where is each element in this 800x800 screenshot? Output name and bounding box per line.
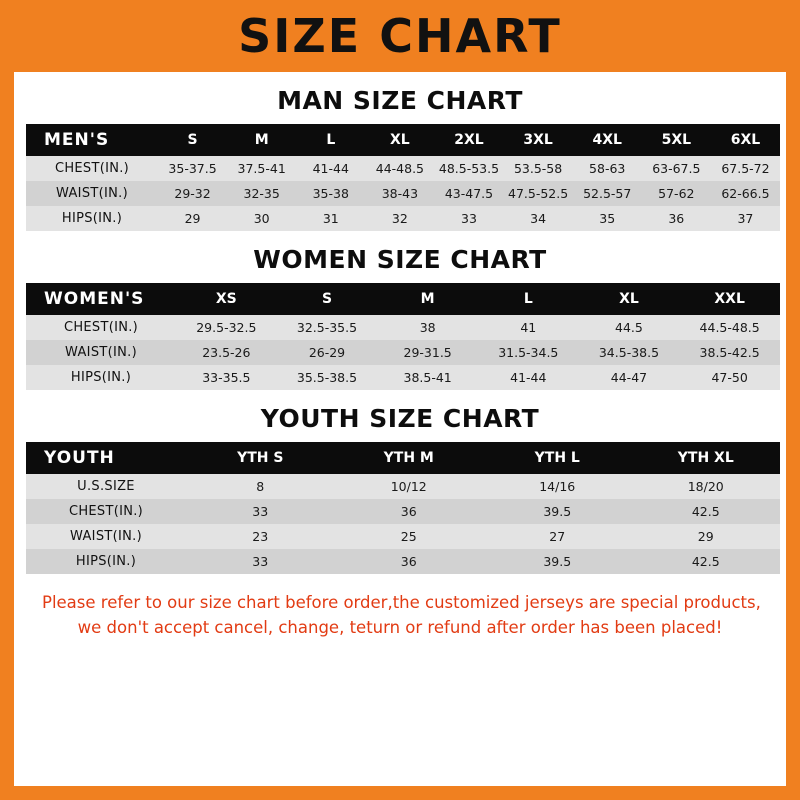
table-header-row bbox=[26, 283, 780, 315]
table-row bbox=[26, 549, 780, 574]
table-header-row bbox=[26, 124, 780, 156]
youth-size-chart-section bbox=[26, 404, 774, 574]
table-cell: 26-29 bbox=[308, 345, 346, 360]
table-cell: 67.5-72 bbox=[721, 161, 770, 176]
table-cell: 10/12 bbox=[390, 479, 427, 494]
page-title: SIZE CHART bbox=[238, 9, 562, 63]
table-cell: 14/16 bbox=[539, 479, 576, 494]
women-size-chart-title: WOMEN SIZE CHART bbox=[253, 245, 547, 274]
table-cell: 18/20 bbox=[687, 479, 724, 494]
table-cell: 44-48.5 bbox=[375, 161, 424, 176]
table-cell: 36 bbox=[400, 554, 417, 569]
column-header: MEN'S bbox=[44, 130, 110, 150]
column-header: S bbox=[321, 291, 333, 307]
table-cell: 29-31.5 bbox=[403, 345, 452, 360]
table-cell: 31.5-34.5 bbox=[498, 345, 559, 360]
table-cell: 57-62 bbox=[658, 186, 695, 201]
table-cell: 62-66.5 bbox=[721, 186, 770, 201]
table-cell: 38.5-42.5 bbox=[699, 345, 760, 360]
man-size-chart-section bbox=[26, 86, 774, 231]
women-size-table bbox=[26, 283, 780, 390]
table-cell: 37 bbox=[737, 211, 754, 226]
table-cell: 33 bbox=[252, 504, 269, 519]
table-cell: 27 bbox=[549, 529, 566, 544]
table-cell: 29.5-32.5 bbox=[196, 320, 257, 335]
table-row bbox=[26, 156, 780, 181]
table-cell: 35-38 bbox=[312, 186, 349, 201]
table-header-row bbox=[26, 442, 780, 474]
table-row bbox=[26, 315, 780, 340]
table-row bbox=[26, 474, 780, 499]
table-cell: 32.5-35.5 bbox=[296, 320, 358, 335]
footer-note-line-1: Please refer to our size chart before order,the customized jerseys are special products, bbox=[42, 593, 761, 612]
youth-size-table bbox=[26, 442, 780, 574]
table-cell: 52.5-57 bbox=[583, 186, 632, 201]
column-header: L bbox=[326, 132, 336, 148]
column-header: YTH S bbox=[237, 450, 284, 466]
table-cell: 32-35 bbox=[243, 186, 280, 201]
table-cell: 63-67.5 bbox=[652, 161, 701, 176]
table-cell: 29 bbox=[184, 211, 201, 226]
table-row bbox=[26, 365, 780, 390]
column-header: YTH L bbox=[534, 450, 580, 466]
table-cell: 38 bbox=[419, 320, 436, 335]
table-cell: 33 bbox=[252, 554, 269, 569]
table-row bbox=[26, 499, 780, 524]
page-banner bbox=[0, 0, 800, 72]
table-cell: 42.5 bbox=[691, 554, 720, 569]
table-cell: 33 bbox=[461, 211, 477, 226]
column-header: XL bbox=[619, 291, 639, 307]
table-cell: 23 bbox=[252, 529, 269, 544]
row-header: HIPS(IN.) bbox=[61, 211, 123, 226]
table-cell: 43-47.5 bbox=[444, 186, 494, 201]
table-cell: 47-50 bbox=[711, 370, 748, 385]
column-header: 3XL bbox=[523, 132, 553, 148]
row-header: WAIST(IN.) bbox=[70, 529, 142, 544]
table-cell: 44-47 bbox=[610, 370, 648, 385]
row-header: HIPS(IN.) bbox=[70, 370, 132, 385]
man-size-chart-title: MAN SIZE CHART bbox=[277, 86, 523, 115]
table-cell: 36 bbox=[400, 504, 417, 519]
table-cell: 42.5 bbox=[691, 504, 720, 519]
row-header: CHEST(IN.) bbox=[68, 504, 144, 519]
table-cell: 29 bbox=[697, 529, 714, 544]
column-header: XL bbox=[390, 132, 410, 148]
table-cell: 44.5-48.5 bbox=[699, 320, 760, 335]
table-cell: 29-32 bbox=[174, 186, 211, 201]
table-cell: 23.5-26 bbox=[202, 345, 251, 360]
table-cell: 47.5-52.5 bbox=[508, 186, 569, 201]
row-header: CHEST(IN.) bbox=[63, 320, 139, 335]
column-header: XXL bbox=[714, 291, 745, 307]
table-cell: 34.5-38.5 bbox=[598, 345, 660, 360]
column-header: L bbox=[523, 291, 533, 307]
table-cell: 36 bbox=[668, 211, 685, 226]
table-cell: 38.5-41 bbox=[403, 370, 452, 385]
table-cell: 41-44 bbox=[312, 161, 349, 176]
table-cell: 30 bbox=[253, 211, 270, 226]
table-cell: 34 bbox=[530, 211, 547, 226]
table-cell: 38-43 bbox=[381, 186, 419, 201]
column-header: M bbox=[420, 291, 435, 307]
table-row bbox=[26, 340, 780, 365]
column-header: M bbox=[254, 132, 269, 148]
row-header: U.S.SIZE bbox=[77, 479, 135, 494]
column-header: YOUTH bbox=[44, 448, 115, 468]
row-header: HIPS(IN.) bbox=[75, 554, 137, 569]
man-size-table bbox=[26, 124, 780, 231]
youth-size-chart-title: YOUTH SIZE CHART bbox=[260, 404, 540, 433]
table-cell: 48.5-53.5 bbox=[438, 161, 500, 176]
column-header: XS bbox=[215, 291, 237, 307]
table-cell: 58-63 bbox=[589, 161, 626, 176]
column-header: WOMEN'S bbox=[44, 289, 145, 309]
column-header: 4XL bbox=[592, 132, 622, 148]
table-cell: 53.5-58 bbox=[513, 161, 563, 176]
column-header: 5XL bbox=[661, 132, 692, 148]
table-cell: 35.5-38.5 bbox=[296, 370, 358, 385]
table-cell: 35 bbox=[599, 211, 616, 226]
column-header: YTH XL bbox=[677, 450, 734, 466]
row-header: WAIST(IN.) bbox=[65, 345, 137, 360]
row-header: CHEST(IN.) bbox=[54, 161, 130, 176]
table-cell: 8 bbox=[256, 479, 265, 494]
column-header: S bbox=[187, 132, 198, 148]
footer-note bbox=[26, 591, 774, 641]
table-cell: 39.5 bbox=[543, 554, 572, 569]
table-row bbox=[26, 524, 780, 549]
table-cell: 31 bbox=[322, 211, 339, 226]
row-header: WAIST(IN.) bbox=[56, 186, 128, 201]
column-header: YTH M bbox=[383, 450, 434, 466]
column-header: 6XL bbox=[730, 132, 761, 148]
column-header: 2XL bbox=[454, 132, 484, 148]
table-cell: 44.5 bbox=[615, 320, 643, 335]
table-cell: 41 bbox=[520, 320, 537, 335]
women-size-chart-section bbox=[26, 245, 774, 390]
footer-note-line-2: we don't accept cancel, change, teturn or refund after order has been placed! bbox=[77, 617, 723, 637]
table-row bbox=[26, 206, 780, 231]
table-cell: 33-35.5 bbox=[202, 370, 251, 385]
chart-content bbox=[14, 86, 786, 641]
table-cell: 37.5-41 bbox=[237, 161, 286, 176]
table-cell: 32 bbox=[391, 211, 408, 226]
table-cell: 35-37.5 bbox=[168, 161, 217, 176]
table-row bbox=[26, 181, 780, 206]
table-cell: 41-44 bbox=[510, 370, 547, 385]
table-cell: 25 bbox=[400, 529, 417, 544]
table-cell: 39.5 bbox=[543, 504, 572, 519]
